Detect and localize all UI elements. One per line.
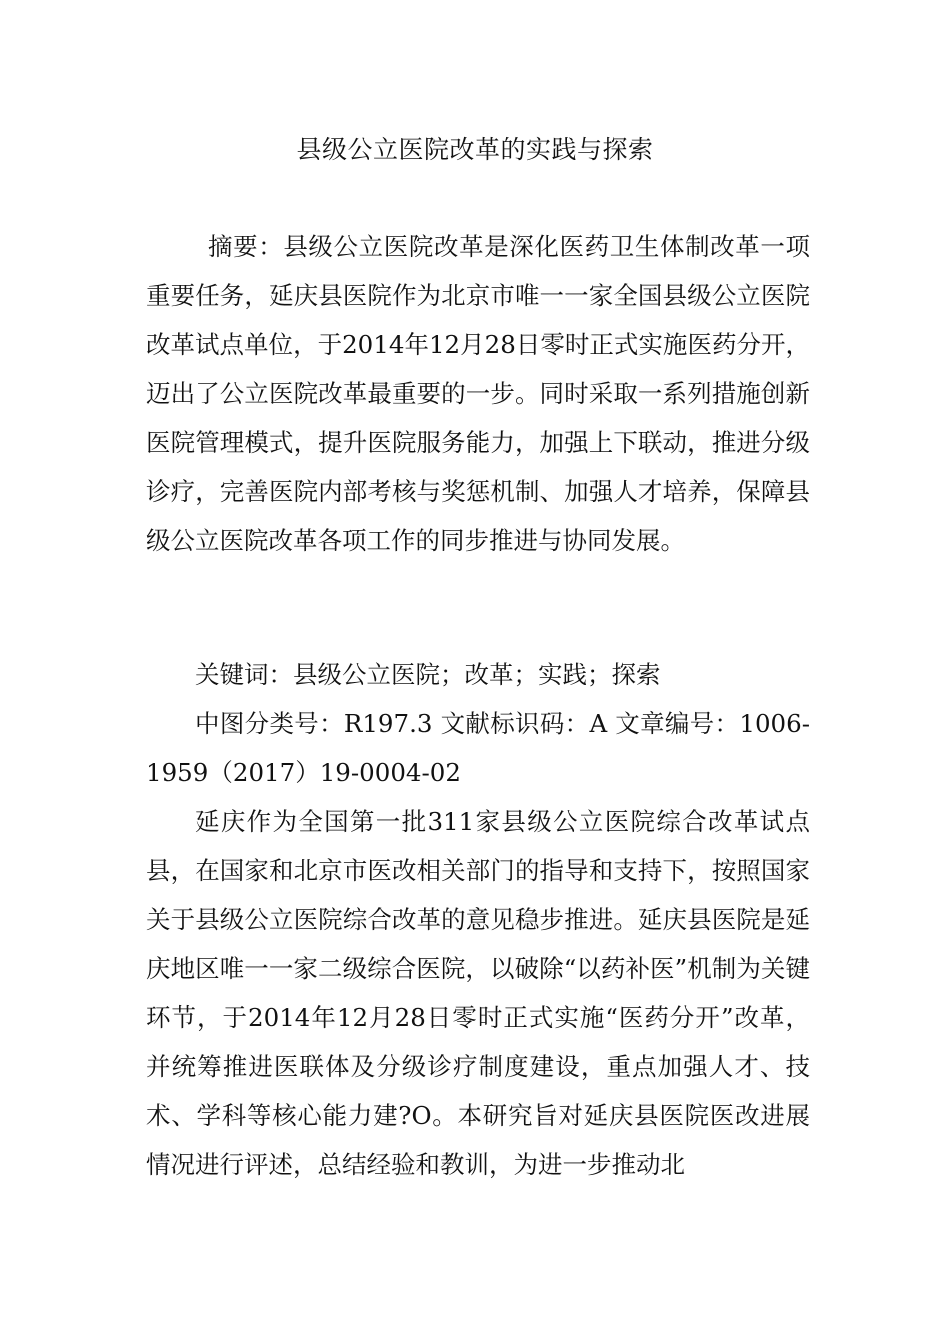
abstract-paragraph: 摘要：县级公立医院改革是深化医药卫生体制改革一项重要任务，延庆县医院作为北京市唯一一家全国县级公立医院改革试点单位，于2014年12月28日零时正式实施医药分开，迈出了公立医院改革最重要的一步。同时采取一系列措施创新医院管理模式，提升医院服务能力，加强上下联动，推进分级诊疗，完善医院内部考核与奖惩机制、加强人才培养，保障县级公立医院改革各项工作的同步推进与协同发展。 — [146, 232, 810, 555]
document-title: 县级公立医院改革的实践与探索 — [296, 135, 654, 164]
classification-line: 中图分类号：R197.3 文献标识码：A 文章编号：1006-1959（2017）19-0004-02 — [146, 709, 810, 787]
intro-paragraph: 延庆作为全国第一批311家县级公立医院综合改革试点县，在国家和北京市医改相关部门的指导和支持下，按照国家关于县级公立医院综合改革的意见稳步推进。延庆县医院是延庆地区唯一一家二级综合医院，以破除“以药补医”机制为关键环节，于2014年12月28日零时正式实施“医药分开”改革，并统筹推进医联体及分级诊疗制度建设，重点加强人才、技术、学科等核心能力建?O。本研究旨对延庆县医院医改进展情况进行评述，总结经验和教训，为进一步推动北 — [146, 807, 810, 1179]
keywords-line: 关键词：县级公立医院；改革；实践；探索 — [195, 660, 661, 689]
